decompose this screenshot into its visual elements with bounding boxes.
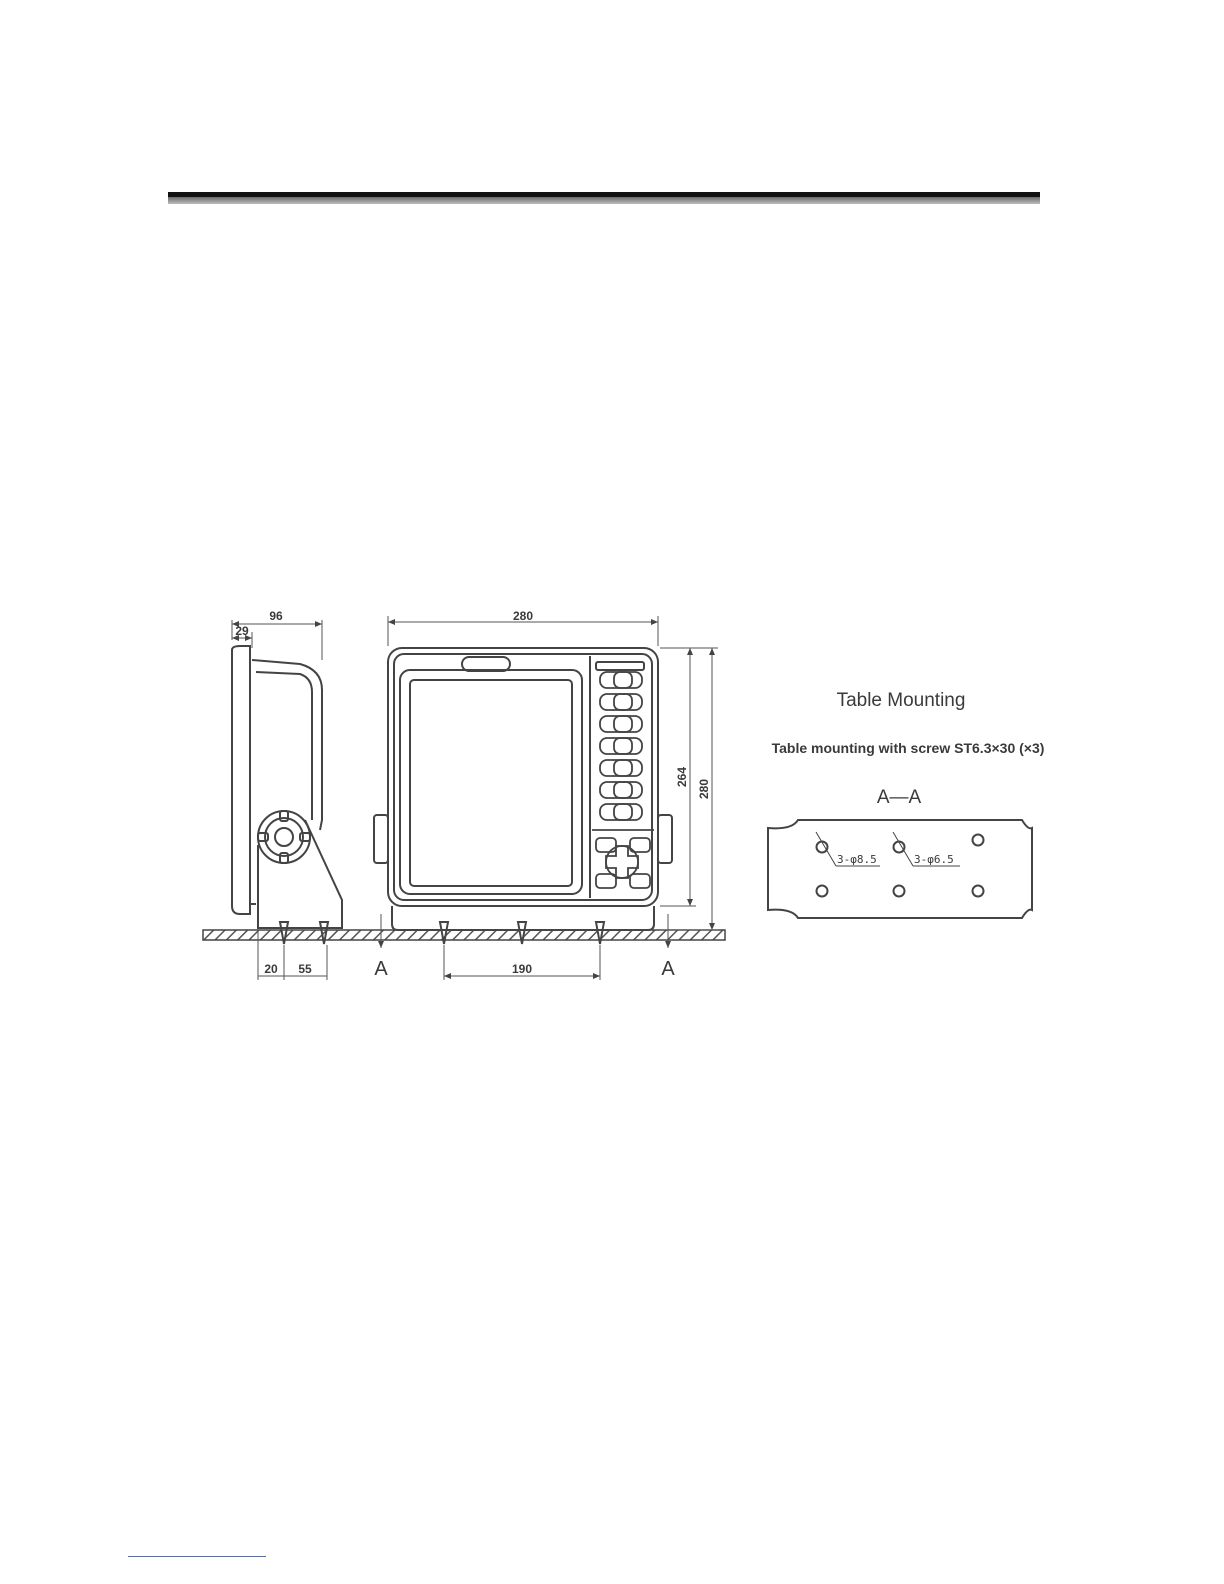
front-width-dim: 280 [512,609,534,623]
hole-label-2: 3-φ6.5 [914,853,954,866]
section-marker-left: A [374,958,388,980]
total-height-dim: 280 [697,778,711,800]
foot-dim-a: 20 [264,962,278,976]
side-width-dim: 96 [269,609,283,623]
front-view [374,648,672,944]
mounting-title: Table Mounting [836,690,966,711]
side-view [232,646,342,944]
foot-dim-b: 55 [298,962,312,976]
keypad-buttons [592,672,654,888]
mounting-plate [768,820,1032,918]
mounting-note: Table mounting with screw ST6.3×30 (×3) [771,740,1045,756]
section-label: A—A [876,787,922,808]
footer-link-underline [128,1556,266,1557]
section-marker-right: A [661,958,675,980]
hole-label-1: 3-φ8.5 [837,853,877,866]
bezel-dim: 29 [235,624,249,638]
screw-spacing-dim: 190 [511,962,533,976]
display-height-dim: 264 [675,766,689,788]
